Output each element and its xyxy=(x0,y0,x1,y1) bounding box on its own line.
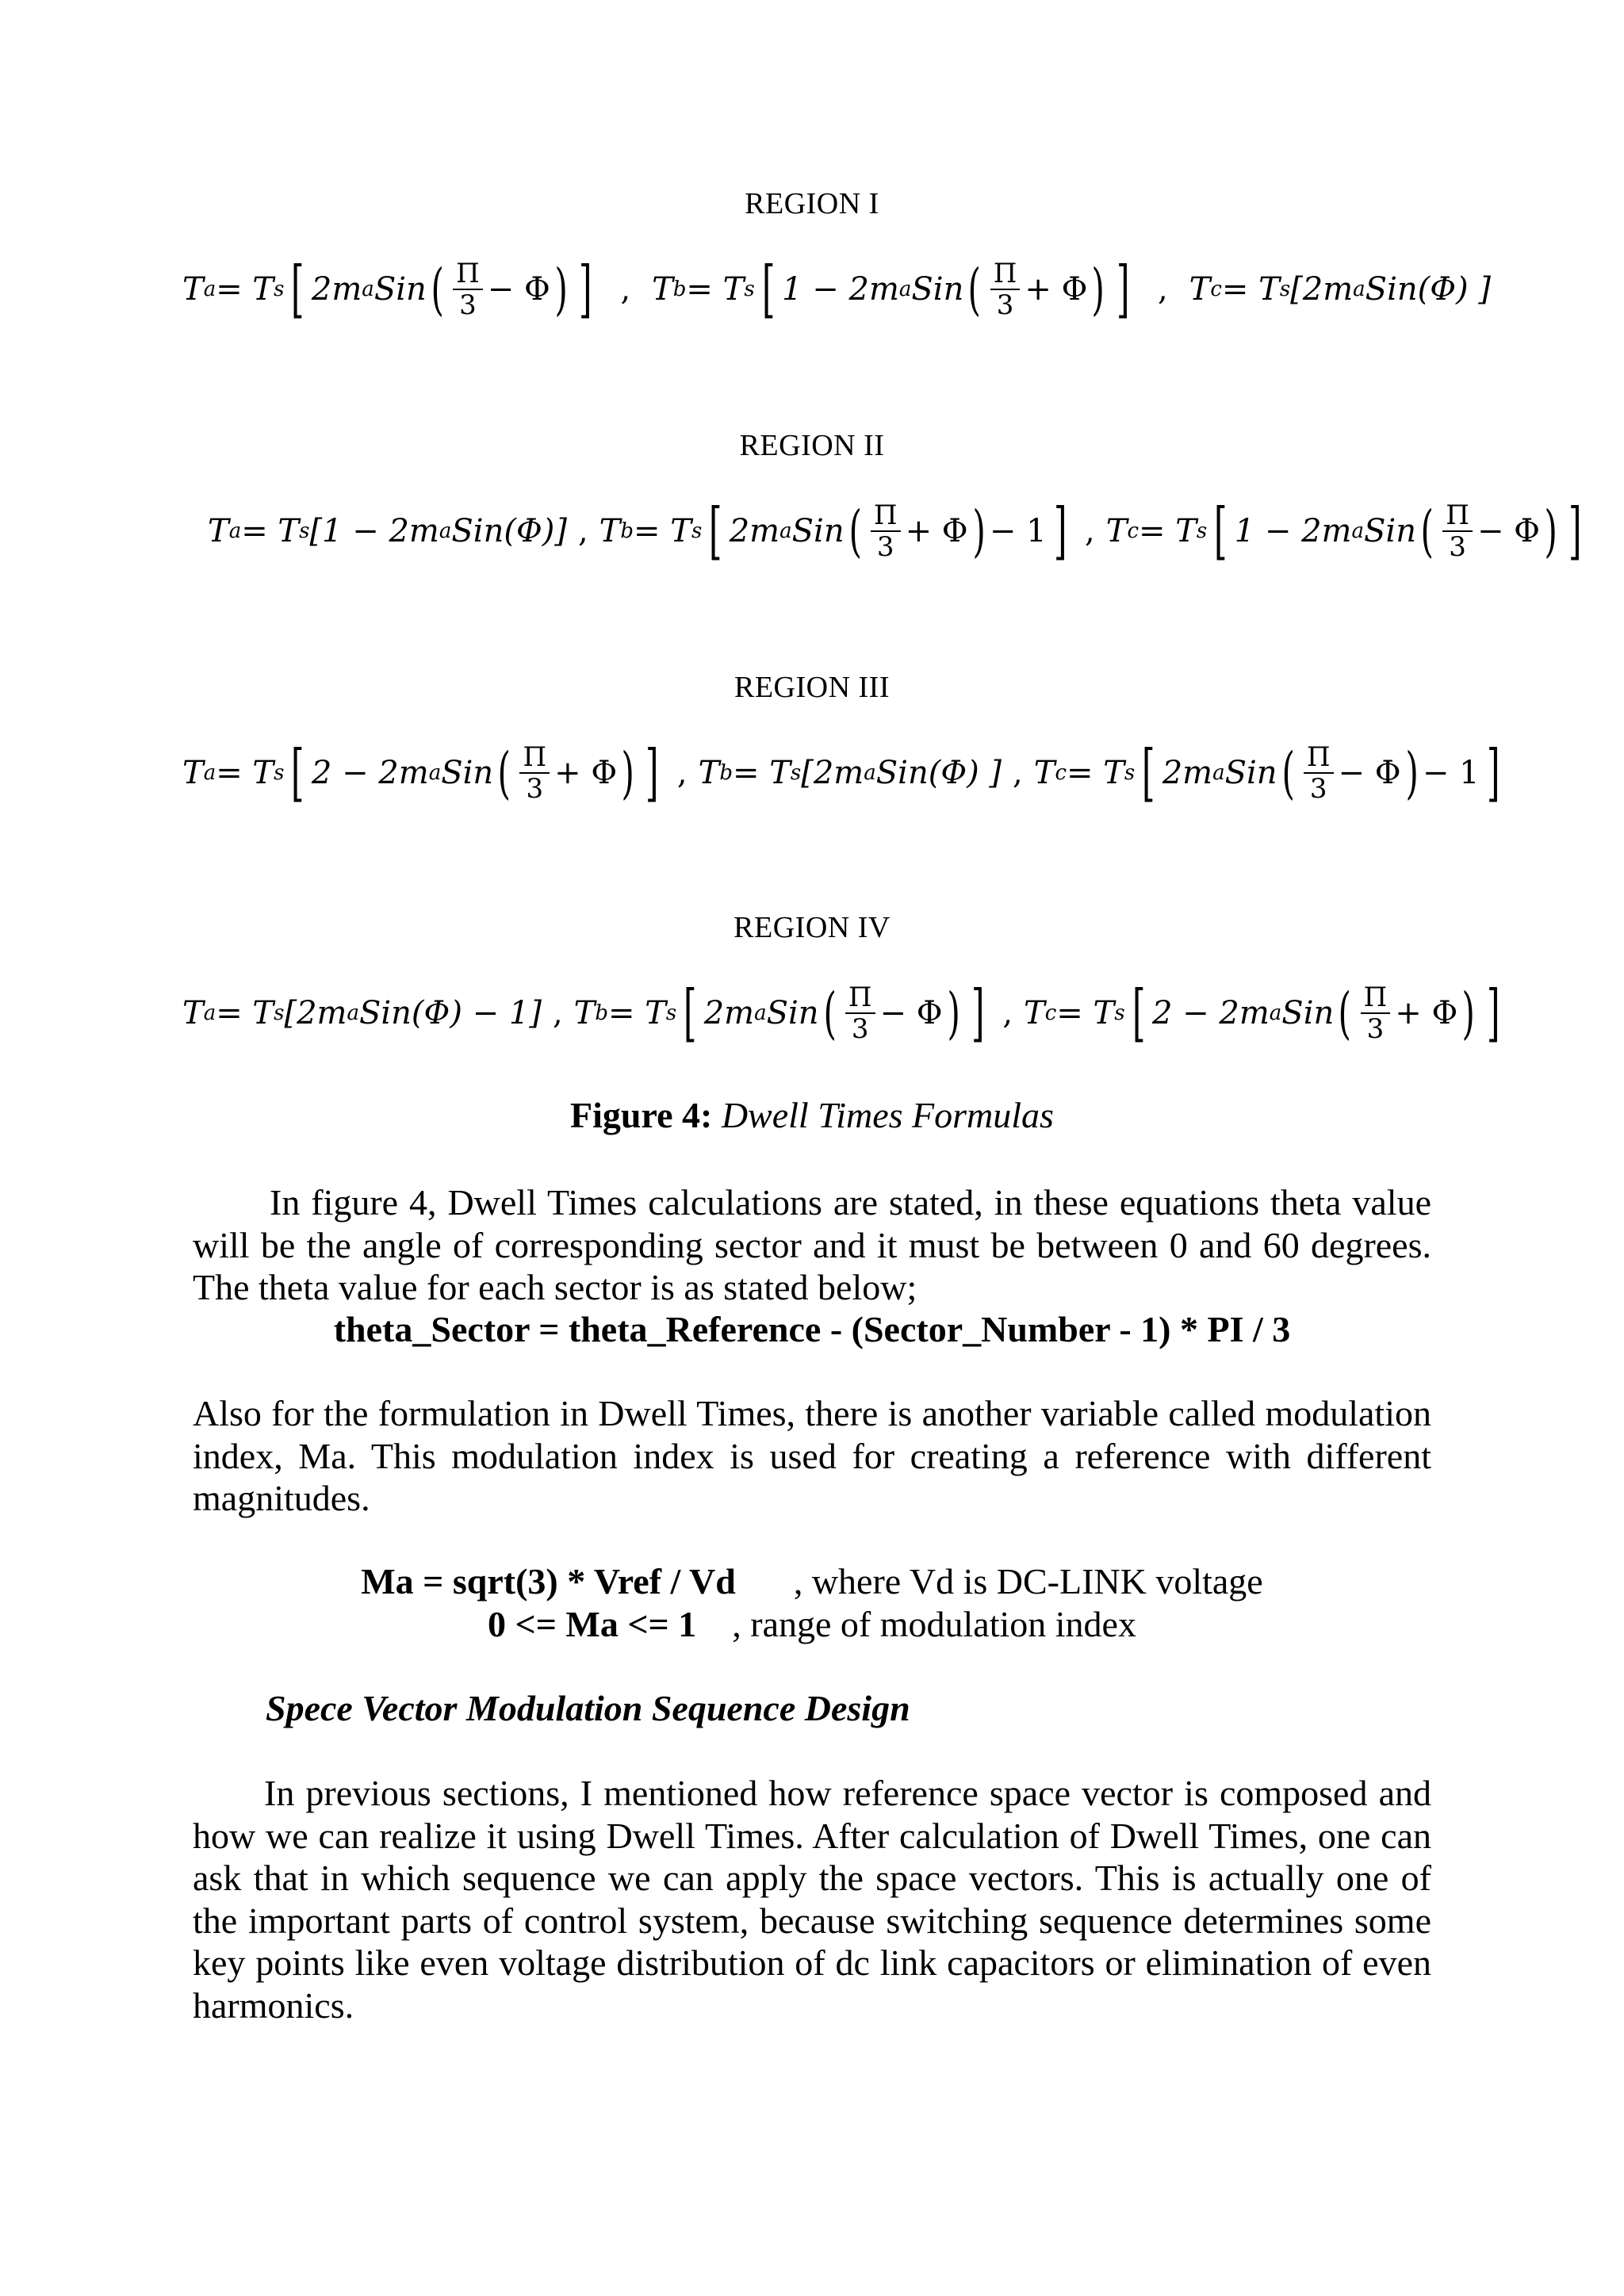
eq-numerator: Π xyxy=(1442,502,1473,532)
eq-body-rest: Sin(Φ) ] xyxy=(1365,271,1491,308)
eq-denominator: 3 xyxy=(1449,531,1466,563)
equation xyxy=(652,254,1136,325)
eq-operator: + Φ xyxy=(1025,271,1088,308)
eq-rhs-subscript: s xyxy=(274,277,285,301)
eq-numerator: Π xyxy=(845,984,875,1014)
eq-lhs-subscript: c xyxy=(1210,277,1222,301)
eq-body-subscript: a xyxy=(864,761,876,785)
eq-close-paren: ) xyxy=(1544,499,1557,564)
eq-fraction xyxy=(1442,499,1473,563)
eq-open-bracket: [ xyxy=(1132,978,1146,1049)
eq-open-paren: ( xyxy=(823,981,837,1046)
eq-numerator: Π xyxy=(1361,984,1391,1014)
eq-rhs-subscript: s xyxy=(1279,277,1291,301)
eq-rhs-subscript: s xyxy=(1114,1001,1125,1025)
eq-denominator: 3 xyxy=(851,1013,869,1045)
region-title: REGION IV xyxy=(733,911,891,944)
eq-body: [2m xyxy=(284,995,347,1031)
eq-close-bracket: ] xyxy=(645,737,660,809)
equation-separator: , xyxy=(1085,513,1095,549)
region-title: REGION I xyxy=(745,187,879,220)
eq-open-paren: ( xyxy=(1281,740,1295,806)
eq-denominator: 3 xyxy=(526,773,544,805)
eq-denominator: 3 xyxy=(459,289,477,321)
eq-open-paren: ( xyxy=(431,257,444,322)
region-title: REGION III xyxy=(733,671,890,704)
equation xyxy=(599,496,1074,567)
eq-open-bracket: [ xyxy=(684,978,697,1049)
eq-open-paren: ( xyxy=(848,499,862,564)
eq-prefix: 1 − 2m xyxy=(782,271,899,308)
eq-prefix: 1 − 2m xyxy=(1234,513,1352,549)
eq-body-subscript: a xyxy=(347,1001,359,1025)
eq-close-paren: ) xyxy=(947,981,960,1046)
eq-func: Sin xyxy=(373,271,427,308)
ma-formula: Ma = sqrt(3) * Vref / Vd xyxy=(361,1561,736,1601)
eq-denominator: 3 xyxy=(996,289,1014,321)
caption-text: Dwell Times Formulas xyxy=(721,1095,1054,1135)
equation-separator: , xyxy=(1158,271,1168,308)
eq-rhs: = T xyxy=(241,513,300,549)
eq-lhs-subscript: b xyxy=(719,761,733,785)
equation-row xyxy=(182,729,1500,817)
eq-close-bracket: ] xyxy=(578,254,592,325)
equation xyxy=(1033,737,1507,809)
eq-body-rest: Sin(Φ)] xyxy=(451,513,567,549)
eq-numerator: Π xyxy=(519,744,550,774)
eq-open-bracket: [ xyxy=(1214,496,1228,567)
eq-prefix: 2 − 2m xyxy=(1152,995,1270,1031)
equation xyxy=(208,513,567,549)
eq-close-paren: ) xyxy=(1091,257,1105,322)
eq-rhs-subscript: s xyxy=(691,519,703,543)
caption-label: Figure 4: xyxy=(570,1095,713,1135)
equation xyxy=(1189,271,1491,308)
eq-fraction xyxy=(990,260,1021,319)
equation-row xyxy=(208,488,1582,575)
eq-rhs: = T xyxy=(216,755,274,791)
eq-rhs-subscript: s xyxy=(274,1001,285,1025)
paragraph-modulation-index: Also for the formulation in Dwell Times, there is another variable called modulation index, Ma. This modulation index is used for creating a reference with different magnitudes. xyxy=(193,1393,1431,1518)
eq-close-bracket: ] xyxy=(1486,737,1500,809)
equation-row xyxy=(182,970,1500,1057)
equation-row xyxy=(182,246,1491,333)
eq-fraction xyxy=(845,984,875,1043)
eq-close-bracket: ] xyxy=(1116,254,1130,325)
eq-close-paren: ) xyxy=(554,257,568,322)
equation-separator: , xyxy=(1013,755,1023,791)
eq-postfix: − 1 xyxy=(989,513,1047,549)
eq-denominator: 3 xyxy=(1366,1013,1385,1045)
region-title: REGION II xyxy=(739,429,885,462)
eq-body-subscript: a xyxy=(1353,277,1365,301)
eq-denominator: 3 xyxy=(1309,773,1327,805)
eq-lhs: T xyxy=(182,271,204,308)
ma-range: 0 <= Ma <= 1 xyxy=(488,1604,697,1644)
eq-lhs-subscript: a xyxy=(228,519,242,543)
eq-lhs-subscript: c xyxy=(1055,761,1067,785)
equation xyxy=(699,755,1002,791)
eq-open-bracket: [ xyxy=(709,496,722,567)
eq-numerator: Π xyxy=(1304,744,1334,774)
eq-prefix: 2m xyxy=(703,995,755,1031)
eq-prefix: 2m xyxy=(311,271,362,308)
ma-formula-note: , where Vd is DC-LINK voltage xyxy=(793,1561,1263,1601)
eq-rhs: = T xyxy=(732,755,791,791)
eq-prefix-subscript: a xyxy=(362,277,374,301)
eq-close-bracket: ] xyxy=(1486,978,1500,1049)
eq-lhs-subscript: a xyxy=(203,277,216,301)
eq-operator: − Φ xyxy=(1477,513,1540,549)
ma-range-line xyxy=(0,1603,1624,1645)
equation-separator: , xyxy=(1002,995,1013,1031)
eq-prefix-subscript: a xyxy=(1269,1001,1282,1025)
eq-prefix-subscript: a xyxy=(898,277,912,301)
eq-lhs-subscript: c xyxy=(1127,519,1139,543)
eq-prefix-subscript: a xyxy=(1351,519,1364,543)
eq-open-paren: ( xyxy=(1420,499,1434,564)
eq-prefix: 2 − 2m xyxy=(311,755,429,791)
eq-rhs-subscript: s xyxy=(790,761,802,785)
eq-body: [1 − 2m xyxy=(309,513,439,549)
eq-rhs: = T xyxy=(1139,513,1197,549)
eq-prefix-subscript: a xyxy=(754,1001,767,1025)
eq-body: [2m xyxy=(1290,271,1354,308)
equation-separator: , xyxy=(577,513,588,549)
equation xyxy=(182,254,599,325)
eq-lhs: T xyxy=(573,995,596,1031)
ma-formula-line xyxy=(0,1560,1624,1602)
figure-caption xyxy=(0,1094,1624,1136)
eq-lhs: T xyxy=(1033,755,1055,791)
eq-open-bracket: [ xyxy=(291,737,305,809)
eq-lhs: T xyxy=(182,995,204,1031)
eq-operator: + Φ xyxy=(1395,995,1458,1031)
eq-prefix: 2m xyxy=(1162,755,1213,791)
eq-close-bracket: ] xyxy=(1568,496,1582,567)
eq-fraction xyxy=(871,499,901,563)
eq-func: Sin xyxy=(791,513,845,549)
eq-open-bracket: [ xyxy=(761,254,776,325)
eq-open-paren: ( xyxy=(967,257,982,322)
eq-numerator: Π xyxy=(990,260,1021,290)
eq-operator: − Φ xyxy=(487,271,550,308)
eq-close-paren: ) xyxy=(621,740,635,806)
eq-fraction xyxy=(1304,741,1334,805)
equation xyxy=(182,737,666,809)
paragraph-dwell-times: In figure 4, Dwell Times calculations are stated, in these equations theta value will be the angle of corresponding sector and it must be between 0 and 60 degrees. The theta value for each sector is as stated below; xyxy=(193,1182,1431,1307)
eq-lhs-subscript: b xyxy=(595,1001,608,1025)
eq-open-paren: ( xyxy=(1338,981,1352,1046)
eq-prefix-subscript: a xyxy=(1212,761,1225,785)
eq-rhs: = T xyxy=(216,271,274,308)
eq-lhs: T xyxy=(1024,995,1045,1031)
eq-close-bracket: ] xyxy=(971,978,985,1049)
equation xyxy=(182,995,542,1031)
eq-rhs: = T xyxy=(216,995,274,1031)
eq-rhs: = T xyxy=(1056,995,1115,1031)
eq-rhs-subscript: s xyxy=(665,1001,677,1025)
eq-rhs: = T xyxy=(608,995,666,1031)
theta-formula: theta_Sector = theta_Reference - (Sector_Number - 1) * PI / 3 xyxy=(333,1309,1291,1349)
eq-lhs: T xyxy=(208,513,229,549)
eq-lhs: T xyxy=(1189,271,1211,308)
eq-fraction xyxy=(453,260,483,319)
eq-body-rest: Sin(Φ) ] xyxy=(875,755,1002,791)
eq-body-subscript: a xyxy=(439,519,452,543)
eq-func: Sin xyxy=(1281,995,1335,1031)
eq-numerator: Π xyxy=(453,260,483,290)
equation-separator: , xyxy=(552,995,563,1031)
eq-lhs: T xyxy=(698,755,720,791)
eq-lhs-subscript: a xyxy=(203,1001,216,1025)
eq-prefix-subscript: a xyxy=(779,519,792,543)
eq-operator: + Φ xyxy=(905,513,968,549)
equation-separator: , xyxy=(676,755,688,791)
eq-func: Sin xyxy=(1364,513,1416,549)
eq-close-paren: ) xyxy=(1405,740,1419,806)
eq-func: Sin xyxy=(766,995,819,1031)
eq-lhs: T xyxy=(182,755,204,791)
eq-operator: − Φ xyxy=(1338,755,1401,791)
paragraph-sequence-design: In previous sections, I mentioned how reference space vector is composed and how we can realize it using Dwell Times. After calculation of Dwell Times, one can ask that in which sequence we can apply the space vectors. This is actually one of the important parts of control system, because switching sequence determines some key points like even voltage distribution of dc link capacitors or elimination of even harmonics. xyxy=(193,1773,1431,2026)
eq-rhs: = T xyxy=(686,271,745,308)
eq-lhs-subscript: c xyxy=(1044,1001,1057,1025)
equation xyxy=(1024,978,1507,1049)
eq-rhs-subscript: s xyxy=(274,761,285,785)
eq-lhs: T xyxy=(1105,513,1128,549)
eq-fraction xyxy=(1361,984,1391,1043)
eq-rhs: = T xyxy=(1221,271,1280,308)
eq-close-paren: ) xyxy=(972,499,986,564)
eq-func: Sin xyxy=(911,271,964,308)
eq-rhs: = T xyxy=(634,513,691,549)
eq-fraction xyxy=(519,741,550,805)
eq-lhs-subscript: a xyxy=(203,761,216,785)
eq-lhs: T xyxy=(652,271,673,308)
eq-body-rest: Sin(Φ) − 1] xyxy=(358,995,542,1031)
eq-open-bracket: [ xyxy=(291,254,305,325)
eq-open-bracket: [ xyxy=(1142,737,1155,809)
eq-rhs: = T xyxy=(1067,755,1124,791)
eq-body: [2m xyxy=(801,755,864,791)
eq-rhs-subscript: s xyxy=(1124,761,1136,785)
eq-prefix: 2m xyxy=(729,513,780,549)
eq-lhs: T xyxy=(599,513,621,549)
eq-close-paren: ) xyxy=(1461,981,1476,1046)
eq-open-paren: ( xyxy=(497,740,511,806)
eq-rhs-subscript: s xyxy=(1196,519,1208,543)
eq-postfix: − 1 xyxy=(1422,755,1480,791)
equation-separator: , xyxy=(620,271,631,308)
equation xyxy=(1105,496,1589,567)
eq-func: Sin xyxy=(441,755,494,791)
eq-denominator: 3 xyxy=(876,531,894,563)
eq-rhs-subscript: s xyxy=(299,519,310,543)
eq-prefix-subscript: a xyxy=(428,761,442,785)
eq-lhs-subscript: b xyxy=(620,519,634,543)
eq-operator: − Φ xyxy=(879,995,943,1031)
eq-numerator: Π xyxy=(871,502,901,532)
eq-lhs-subscript: b xyxy=(672,277,687,301)
eq-func: Sin xyxy=(1224,755,1277,791)
ma-range-note: , range of modulation index xyxy=(732,1604,1136,1644)
eq-close-bracket: ] xyxy=(1053,496,1067,567)
equation xyxy=(573,978,992,1049)
eq-rhs-subscript: s xyxy=(744,277,755,301)
section-heading: Spece Vector Modulation Sequence Design xyxy=(266,1688,910,1728)
eq-operator: + Φ xyxy=(554,755,618,791)
